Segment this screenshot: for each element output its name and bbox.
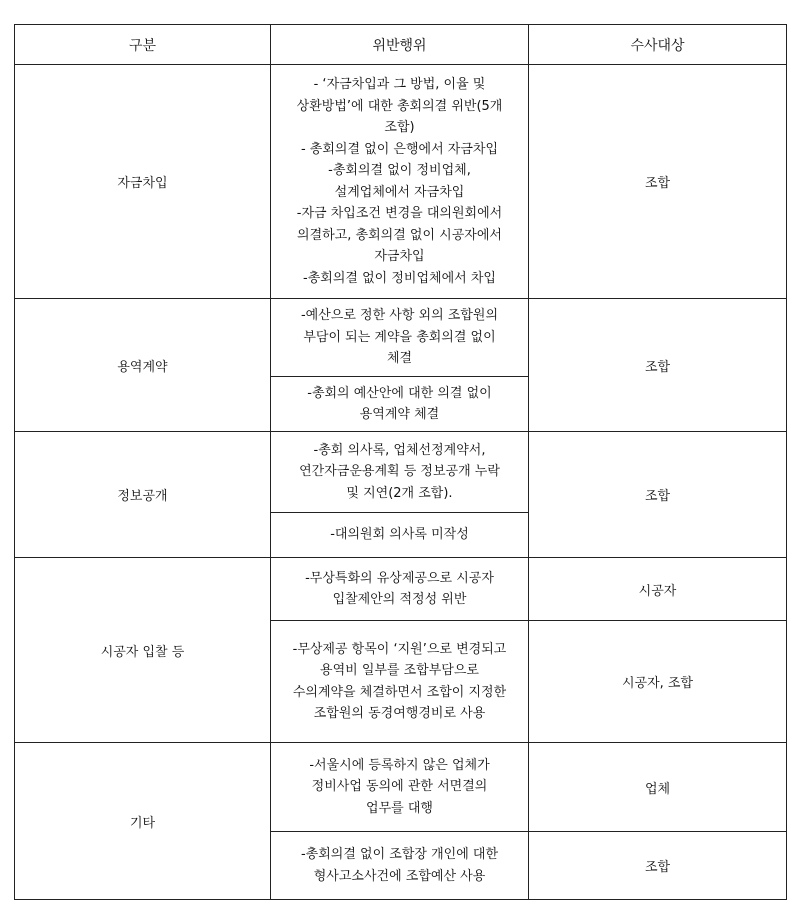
target-cell: 업체 [529,743,787,832]
table-row [15,65,787,299]
violation-cell [271,299,529,377]
violation-cell [271,513,529,558]
violation-line: -총회의결 없이 정비업체에서 차입 [303,270,496,286]
violation-line: 조합원의 동경여행경비로 사용 [313,706,486,721]
violation-line: 설계업체에서 자금차입 [334,184,465,200]
violation-line: -무상특화의 유상제공으로 시공자 [305,570,494,586]
violation-line: -총회의 예산안에 대한 의결 없이 [307,385,492,401]
target-cell: 조합 [529,432,787,558]
violation-line: 용역계약 체결 [359,407,440,422]
violation-line: 부담이 되는 계약을 총회의결 없이 [303,329,496,345]
header-violation: 위반행위 [271,25,529,65]
violation-line: 연간자금운용계획 등 정보공개 누락 [299,464,500,480]
violation-line: -총회의결 없이 조합장 개인에 대한 [300,847,499,862]
violation-line: -총회의결 없이 정비업체, [328,163,471,178]
violation-cell [271,65,529,299]
category-cell: 정보공개 [15,432,271,558]
violation-line: 용역비 일부를 조합부담으로 [320,663,479,678]
violation-line: 체결 [386,351,413,367]
violation-line: 업무를 대행 [366,800,433,816]
violation-cell [271,432,529,513]
violation-cell [271,558,529,621]
violation-line: -예산으로 정한 사항 외의 조합원의 [300,308,499,324]
violation-line: 정비사업 동의에 관한 서면결의 [311,779,488,795]
violation-cell [271,621,529,743]
table-row [15,299,787,377]
violation-line: 및 지연(2개 조합). [346,485,453,501]
violation-cell [271,377,529,432]
header-category: 구분 [15,25,271,65]
target-cell: 조합 [529,832,787,900]
category-cell: 시공자 입찰 등 [15,558,271,743]
category-cell: 기타 [15,743,271,900]
category-cell: 자금차입 [15,65,271,299]
violation-line: 입찰제안의 적정성 위반 [332,592,467,607]
header-target: 수사대상 [529,25,787,65]
violation-line: 형사고소사건에 조합예산 사용 [313,868,486,884]
target-cell: 시공자 [529,558,787,621]
violation-table [14,24,787,900]
violation-line: -무상제공 항목이 ‘지원’으로 변경되고 [292,641,507,657]
violation-line: 조합) [384,120,415,135]
violation-line: 자금차입 [374,249,425,264]
violation-line: - 총회의결 없이 은행에서 자금차입 [300,141,499,157]
table-row [15,432,787,513]
violation-cell [271,743,529,832]
violation-cell [271,832,529,900]
target-cell: 조합 [529,65,787,299]
violation-line: 의결하고, 총회의결 없이 시공자에서 [297,227,502,243]
header-row [15,25,787,65]
violation-line: -서울시에 등록하지 않은 업체가 [309,757,490,773]
table-row [15,558,787,621]
table-row [15,743,787,832]
target-cell: 조합 [529,299,787,432]
category-cell: 용역계약 [15,299,271,432]
violation-line: - ‘자금차입과 그 방법, 이율 및 [313,77,486,92]
violation-line: 수의계약을 체결하면서 조합이 지정한 [292,684,507,700]
violation-line: -대의원회 의사록 미작성 [330,527,469,543]
target-cell: 시공자, 조합 [529,621,787,743]
violation-line: 상환방법’에 대한 총회의결 위반(5개 [296,98,503,114]
violation-line: -총회 의사록, 업체선정계약서, [313,442,486,458]
violation-line: -자금 차입조건 변경을 대의원회에서 [296,206,503,221]
